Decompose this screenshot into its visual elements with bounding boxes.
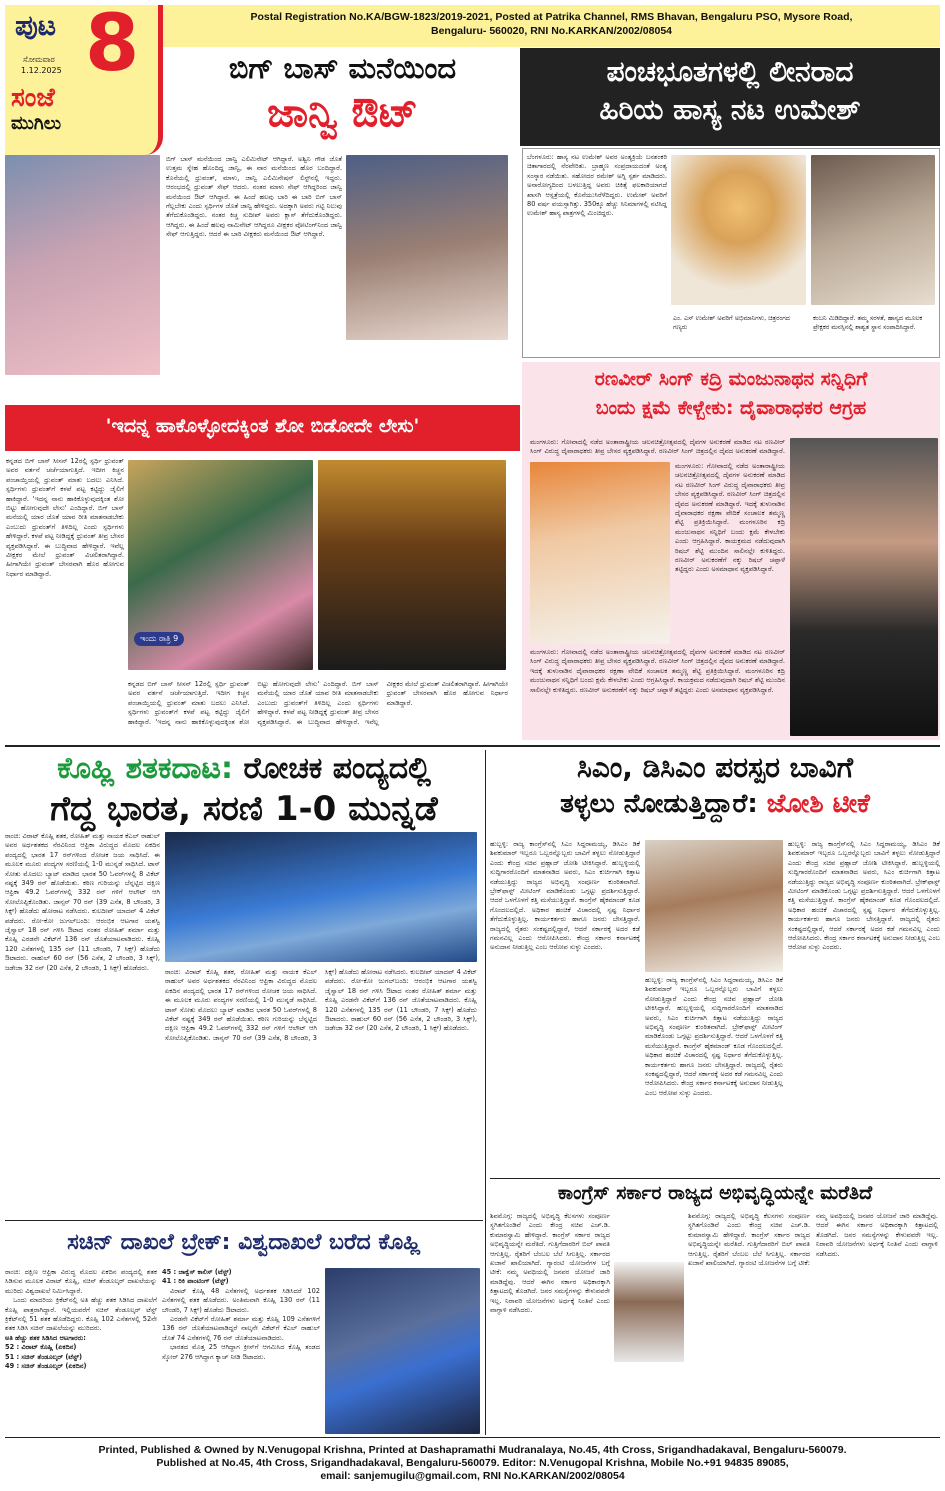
kohli-headline-1 xyxy=(5,752,483,787)
ranveer-body-top: ಮಂಗಳೂರು: ಗೋವಾದಲ್ಲಿ ನಡೆದ ಅಂತಾರಾಷ್ಟ್ರೀಯ ಚಲನಚಿತ್ರೋತ್ಸವದಲ್ಲಿ ದೈವಗಳ ಅನುಕರಣೆ ಮಾಡಿದ ನಟ ರಣವೀರ್ ಸಿಂಗ್ ವಿರುದ್ಧ ದೈವಾರಾಧಕರು ತೀವ್ರ ಬೇಸರ ವ್ಯಕ್ತಪಡಿಸಿದ್ದಾರೆ. ರಣವೀರ್ ಸಿಂಗ್ ಚಿತ್ರದಲ್ಲಿನ ದೈವದ ಅನುಕರಣೆ ಮಾಡಿದ್ದಾರೆ. xyxy=(530,438,785,456)
joshi-headline-2 xyxy=(490,790,940,820)
joshi-headline-1: ಸಿಎಂ, ಡಿಸಿಎಂ ಪರಸ್ಪರ ಬಾವಿಗೆ xyxy=(577,751,853,784)
ranveer-article xyxy=(522,438,940,740)
sachin-list-item: 51 : ಸಚಿನ್ ತೆಂಡೂಲ್ಕರ್ (ಟೆಸ್ಟ್) xyxy=(5,1352,83,1361)
sachin-para2: ಒಂದು ಮಾದರಿಯ ಕ್ರಿಕೆಟ್‌ನಲ್ಲಿ ಅತಿ ಹೆಚ್ಚು ಶತಕ ಸಿಡಿಸಿದ ದಾಖಲೆಗೆ ಕೊಹ್ಲಿ ಪಾತ್ರರಾಗಿದ್ದಾರೆ. ಇಲ್ಲಿಯವರೆಗೆ ಸಚಿನ್ ತೆಂಡೂಲ್ಕರ್ ಟೆಸ್ಟ್ ಕ್ರಿಕೆಟ್‌ನಲ್ಲಿ 51 ಶತಕ ಹೊಡೆದಿದ್ದರು. ಕೊಹ್ಲಿ 102 ಎಸೆತಗಳಲ್ಲಿ 52ನೇ ಶತಕ ಸಿಡಿಸಿ ಸಚಿನ್ ದಾಖಲೆಯನ್ನು ಮುರಿದರು. xyxy=(5,1296,157,1333)
show-body-bottom: ಕನ್ನಡದ ಬಿಗ್ ಬಾಸ್ ಸೀಸನ್ 12ರಲ್ಲಿ ಸ್ಪರ್ಧಿ ಧ್ರುವಂತ್ ಅವರ ವರ್ತನೆ ಚರ್ಚೆಯಾಗುತ್ತಿದೆ. ಇದೀಗ ಕಿಚ್ಚನ ಪಂಚಾಯ್ತಿಯಲ್ಲಿ ಧ್ರುವಂತ್ ಮಾತು ಬದಲು ಎನಿಸಿದೆ. ಸ್ಪರ್ಧಿಗಳು ಧ್ರುವಂತ್‌ಗೆ ಕಳಪೆ ಪಟ್ಟ ಕಟ್ಟಿದ್ದು ಜೈಲಿಗೆ ಹಾಕಿದ್ದಾರೆ. 'ಇದನ್ನ ನಾನು ಹಾಕಿಕೊಳ್ಳುವುದಕ್ಕಿಂತ ಶೋ ಬಿಟ್ಟು ಹೋಗುವುದೇ ಲೇಸು' ಎಂದಿದ್ದಾರೆ. ಬಿಗ್ ಬಾಸ್ ಮನೆಯಲ್ಲಿ ಯಾರ ಜೊತೆ ಯಾವ ರೀತಿ ಮಾತನಾಡಬೇಕು ಎಂಬುದು ಧ್ರುವಂತ್‌ಗೆ ತಿಳಿದಿಲ್ಲ ಎಂದು ಸ್ಪರ್ಧಿಗಳು ಹೇಳಿದ್ದಾರೆ. ಕಳಪೆ ಪಟ್ಟ ನೀಡಿದ್ದಕ್ಕೆ ಧ್ರುವಂತ್ ತೀವ್ರ ಬೇಸರ ವ್ಯಕ್ತಪಡಿಸಿದ್ದಾರೆ. ಈ ಬುದ್ಧಿವಾದ ಹೇಳಿದ್ದಾರೆ. ಇವೆಲ್ಲ ವೀಕ್ಷಕರ ಮೇಲೆ ಧ್ರುವಂತ್ ವಿಚಲಿತರಾಗಿದ್ದಾರೆ. ಹೀಗಾಗಿಯೇ ಧ್ರುವಂತ್ ಬೇಸರವಾಗಿ ಹೊರ ಹೋಗುವ ನಿರ್ಧಾರ ಮಾಡಿದ್ದಾರೆ. xyxy=(128,680,508,726)
footer-line-2: Published at No.45, 4th Cross, Srigandhadakaval, Bengaluru-560079. Editor: N.Venugopal Krishna, Mobile No.+91 94835 89085, xyxy=(156,1457,789,1469)
sachin-col2 xyxy=(162,1268,320,1436)
ranveer-body-side: ಮಂಗಳೂರು: ಗೋವಾದಲ್ಲಿ ನಡೆದ ಅಂತಾರಾಷ್ಟ್ರೀಯ ಚಲನಚಿತ್ರೋತ್ಸವದಲ್ಲಿ ದೈವಗಳ ಅನುಕರಣೆ ಮಾಡಿದ ನಟ ರಣವೀರ್ ಸಿಂಗ್ ವಿರುದ್ಧ ದೈವಾರಾಧಕರು ತೀವ್ರ ಬೇಸರ ವ್ಯಕ್ತಪಡಿಸಿದ್ದಾರೆ. ರಣವೀರ್ ಸಿಂಗ್ ಚಿತ್ರದಲ್ಲಿನ ದೈವದ ಅನುಕರಣೆ ಮಾಡಿದ್ದಾರೆ. ಇದಕ್ಕೆ ತುಳುನಾಡಿನ ದೈವಾರಾಧಕರ ರಕ್ಷಣಾ ವೇದಿಕೆ ಸಂಚಾಲಕ ತಮ್ಮಣ್ಣ ಶೆಟ್ಟಿ ಪ್ರತಿಕ್ರಿಯಿಸಿದ್ದಾರೆ. ಮಂಗಳೂರಿನ ಕದ್ರಿ ಮಂಜುನಾಥನ ಸನ್ನಿಧಿಗೆ ಬಂದು ಕ್ಷಮೆ ಕೇಳಬೇಕು ಎಂದು ಆಗ್ರಹಿಸಿದ್ದಾರೆ. ಕಾಯಕ್ರಮದ ನಡೆದುವುದಾಗಿ ರಿಷಬ್ ಶೆಟ್ಟಿ ಮುಂದಿನ ಸಾಲಿನಲ್ಲೇ ಕುಳಿತಿದ್ದರು. ರಣವೀರ್ ಅನುಕರಣೆಗೆ ನಕ್ಕು ರಿಷಬ್ ಚಪ್ಪಾಳೆ ತಟ್ಟಿದ್ದರು ಎಂದು ಅಸಮಾಧಾನ ವ್ಯಕ್ತಪಡಿಸಿದ್ದಾರೆ. xyxy=(675,462,785,574)
day: ಸೋಮವಾರ xyxy=(23,55,55,64)
show-body-col: ಕನ್ನಡದ ಬಿಗ್ ಬಾಸ್ ಸೀಸನ್ 12ರಲ್ಲಿ ಸ್ಪರ್ಧಿ ಧ್ರುವಂತ್ ಅವರ ವರ್ತನೆ ಚರ್ಚೆಯಾಗುತ್ತಿದೆ. ಇದೀಗ ಕಿಚ್ಚನ ಪಂಚಾಯ್ತಿಯಲ್ಲಿ ಧ್ರುವಂತ್ ಮಾತು ಬದಲು ಎನಿಸಿದೆ. ಸ್ಪರ್ಧಿಗಳು ಧ್ರುವಂತ್‌ಗೆ ಕಳಪೆ ಪಟ್ಟ ಕಟ್ಟಿದ್ದು ಜೈಲಿಗೆ ಹಾಕಿದ್ದಾರೆ. 'ಇದನ್ನ ನಾನು ಹಾಕಿಕೊಳ್ಳುವುದಕ್ಕಿಂತ ಶೋ ಬಿಟ್ಟು ಹೋಗುವುದೇ ಲೇಸು' ಎಂದಿದ್ದಾರೆ. ಬಿಗ್ ಬಾಸ್ ಮನೆಯಲ್ಲಿ ಯಾರ ಜೊತೆ ಯಾವ ರೀತಿ ಮಾತನಾಡಬೇಕು ಎಂಬುದು ಧ್ರುವಂತ್‌ಗೆ ತಿಳಿದಿಲ್ಲ ಎಂದು ಸ್ಪರ್ಧಿಗಳು ಹೇಳಿದ್ದಾರೆ. ಕಳಪೆ ಪಟ್ಟ ನೀಡಿದ್ದಕ್ಕೆ ಧ್ರುವಂತ್ ತೀವ್ರ ಬೇಸರ ವ್ಯಕ್ತಪಡಿಸಿದ್ದಾರೆ. ಈ ಬುದ್ಧಿವಾದ ಹೇಳಿದ್ದಾರೆ. ಇವೆಲ್ಲ ವೀಕ್ಷಕರ ಮೇಲೆ ಧ್ರುವಂತ್ ವಿಚಲಿತರಾಗಿದ್ದಾರೆ. ಹೀಗಾಗಿಯೇ ಧ್ರುವಂತ್ ಬೇಸರವಾಗಿ ಹೊರ ಹೋಗುವ ನಿರ್ಧಾರ ಮಾಡಿದ್ದಾರೆ. xyxy=(6,457,124,578)
sachin-col1 xyxy=(5,1268,157,1436)
protester-photo xyxy=(530,462,670,644)
postal-band xyxy=(163,5,940,47)
sachin-intro: ರಾಂಚಿ: ದಕ್ಷಿಣ ಆಫ್ರಿಕಾ ವಿರುದ್ಧ ಮೊದಲ ಏಕದಿನ ಪಂದ್ಯದಲ್ಲಿ ಶತಕ ಸಿಡಿಸುವ ಮೂಲಕ ವಿರಾಟ್ ಕೊಹ್ಲಿ, ಸಚಿನ್ ತೆಂಡೂಲ್ಕರ್ ದಾಖಲೆಯನ್ನು ಮುರಿದು ವಿಶ್ವದಾಖಲೆ ನಿರ್ಮಿಸಿದ್ದಾರೆ. xyxy=(5,1268,157,1295)
bigboss-headline-2: ಜಾನ್ವಿ ಔಟ್ xyxy=(267,90,418,136)
congress-body-col1: ಶಿವಮೊಗ್ಗ: ರಾಜ್ಯದಲ್ಲಿ ಅಭಿವೃದ್ಧಿ ಕೆಲಸಗಳು ಸಂಪೂರ್ಣ ಸ್ಥಗಿತಗೊಂಡಿವೆ ಎಂದು ಕೇಂದ್ರ ಸಚಿವ ಎಚ್.ಡಿ. ಕುಮಾರಸ್ವಾಮಿ ಹೇಳಿದ್ದಾರೆ. ಕಾಂಗ್ರೆಸ್ ಸರ್ಕಾರ ರಾಜ್ಯದ ಅಭಿವೃದ್ಧಿಯನ್ನೇ ಮರೆತಿದೆ. ಗುತ್ತಿಗೆದಾರರಿಗೆ ಬಿಲ್ ಪಾವತಿ ಆಗುತ್ತಿಲ್ಲ. ರೈತರಿಗೆ ಬೆಂಬಲ ಬೆಲೆ ಸಿಗುತ್ತಿಲ್ಲ. ಸರ್ಕಾರದ ಖಜಾನೆ ಖಾಲಿಯಾಗಿದೆ. ಗ್ಯಾರಂಟಿ ಯೋಜನೆಗಳ ಬಗ್ಗೆ ಟೀಕೆ: ನಮ್ಮ ಅವಧಿಯಲ್ಲಿ ಜನಪರ ಯೋಜನೆ ಜಾರಿ ಮಾಡಿದ್ದೆವು. ಆದರೆ ಈಗಿನ ಸರ್ಕಾರ ಅಧಿಕಾರಕ್ಕಾಗಿ ಕಿತ್ತಾಟದಲ್ಲಿ ತೊಡಗಿದೆ. ಜನರ ಸಮಸ್ಯೆಗಳನ್ನು ಕೇಳುವವರೇ ಇಲ್ಲ. ನಿರಾವರಿ ಯೋಜನೆಗಳು ಅರ್ಧಕ್ಕೆ ನಿಂತಿವೆ ಎಂದು ವಾಗ್ದಾಳಿ ನಡೆಸಿದರು. xyxy=(490,1212,610,1315)
kohli-body-cols: ರಾಂಚಿ: ವಿರಾಟ್ ಕೊಹ್ಲಿ ಶತಕ, ರೋಹಿತ್ ಮತ್ತು ನಾಯಕ ಕೆಎಲ್ ರಾಹುಲ್ ಅವರ ಅರ್ಧಶತಕದ ನೆರವಿನಿಂದ ಆಫ್ರಿಕಾ ವಿರುದ್ಧದ ಮೊದಲ ಏಕದಿನ ಪಂದ್ಯದಲ್ಲಿ ಭಾರತ 17 ರನ್‌ಗಳಿಂದ ರೋಚಕ ಜಯ ಸಾಧಿಸಿದೆ. ಈ ಮೂಲಕ ಮೂರು ಪಂದ್ಯಗಳ ಸರಣಿಯಲ್ಲಿ 1-0 ಮುನ್ನಡೆ ಸಾಧಿಸಿದೆ. ಟಾಸ್ ಸೋತು ಮೊದಲು ಬ್ಯಾಟ್ ಮಾಡಿದ ಭಾರತ 50 ಓವರ್‌ಗಳಲ್ಲಿ 8 ವಿಕೆಟ್ ನಷ್ಟಕ್ಕೆ 349 ರನ್ ಹೊಡೆಯಿತು. ಕಠಿಣ ಗುರಿಯನ್ನು ಬೆನ್ನಟ್ಟಿದ ದಕ್ಷಿಣ ಆಫ್ರಿಕಾ 49.2 ಓವರ್‌ಗಳಲ್ಲಿ 332 ರನ್ ಗಳಿಗೆ ಆಲೌಟ್ ಆಗಿ ಸೋಲೊಪ್ಪಿಕೊಂಡಿತು. ಜಾನ್ಸನ್ 70 ರನ್ (39 ಎಸೆತ, 8 ಬೌಂಡರಿ, 3 ಸಿಕ್ಸ್) ಹೊಡೆದು ಹೋರಾಟ ನಡೆಸಿದರು. ಕುಲದೀಪ್ ಯಾದವ್ 4 ವಿಕೆಟ್ ಪಡೆದರು. ರೋ-ಕೋ ಜುಗಲ್‌ಬಂದಿ: ಆರಂಭಿಕ ಆಟಗಾರ ಯಶಸ್ವಿ ಜೈಸ್ವಾಲ್ 18 ರನ್ ಗಳಿಸಿ ಔಟಾದ ನಂತರ ರೋಹಿತ್ ಶರ್ಮಾ ಮತ್ತು ಕೊಹ್ಲಿ ಎರಡನೇ ವಿಕೆಟ್‌ಗೆ 136 ರನ್ ಜೊತೆಯಾಟವಾಡಿದರು. ಕೊಹ್ಲಿ 120 ಎಸೆತಗಳಲ್ಲಿ 135 ರನ್ (11 ಬೌಂಡರಿ, 7 ಸಿಕ್ಸ್) ಹೊಡೆದು ಔಟಾದರು. ರಾಹುಲ್ 60 ರನ್ (56 ಎಸೆತ, 2 ಬೌಂಡರಿ, 3 ಸಿಕ್ಸ್), ಜಡೇಜಾ 32 ರನ್ (20 ಎಸೆತ, 2 ಬೌಂಡರಿ, 1 ಸಿಕ್ಸ್) ಹೊಡೆದರು. xyxy=(165,968,477,1042)
joshi-body-col1: ಹುಬ್ಬಳ್ಳಿ: ರಾಜ್ಯ ಕಾಂಗ್ರೆಸ್‌ನಲ್ಲಿ ಸಿಎಂ ಸಿದ್ದರಾಮಯ್ಯ, ಡಿಸಿಎಂ ಡಿಕೆ ಶಿವಕುಮಾರ್ ಇಬ್ಬರೂ ಒಬ್ಬರನ್ನೊಬ್ಬರು ಬಾವಿಗೆ ತಳ್ಳಲು ನೋಡುತ್ತಿದ್ದಾರೆ ಎಂದು ಕೇಂದ್ರ ಸಚಿವ ಪ್ರಹ್ಲಾದ್ ಜೋಶಿ ಟೀಕಿಸಿದ್ದಾರೆ. ಹುಬ್ಬಳ್ಳಿಯಲ್ಲಿ ಸುದ್ದಿಗಾರರೊಂದಿಗೆ ಮಾತನಾಡಿದ ಅವರು, ಸಿಎಂ ಕುರ್ಚಿಗಾಗಿ ಕಿತ್ತಾಟ ನಡೆಯುತ್ತಿದ್ದು ರಾಜ್ಯದ ಅಭಿವೃದ್ಧಿ ಸಂಪೂರ್ಣ ಕುಂಠಿತವಾಗಿದೆ. ಬ್ರೇಕ್‌ಫಾಸ್ಟ್ ಮೀಟಿಂಗ್ ಮಾಡಿಕೊಂಡು ಒಗ್ಗಟ್ಟು ಪ್ರದರ್ಶಿಸುತ್ತಿದ್ದಾರೆ. ಆದರೆ ಒಳಗೊಳಗೆ ಕತ್ತಿ ಮಸೆಯುತ್ತಿದ್ದಾರೆ. ಕಾಂಗ್ರೆಸ್ ಹೈಕಮಾಂಡ್ ಕೂಡ ಗೊಂದಲದಲ್ಲಿದೆ. ಅಧಿಕಾರ ಹಂಚಿಕೆ ವಿಚಾರದಲ್ಲಿ ಸ್ಪಷ್ಟ ನಿರ್ಧಾರ ತೆಗೆದುಕೊಳ್ಳುತ್ತಿಲ್ಲ. ಕಾರ್ಯಕರ್ತರು ಹಾಗೂ ಜನರು ಬೇಸತ್ತಿದ್ದಾರೆ. ರಾಜ್ಯದಲ್ಲಿ ರೈತರು ಸಂಕಷ್ಟದಲ್ಲಿದ್ದಾರೆ, ಆದರೆ ಸರ್ಕಾರಕ್ಕೆ ಅದರ ಕಡೆ ಗಮನವಿಲ್ಲ ಎಂದು ಆರೋಪಿಸಿದರು. ಕೇಂದ್ರ ಸರ್ಕಾರ ಕರ್ನಾಟಕಕ್ಕೆ ಅನುದಾನ ನೀಡುತ್ತಿಲ್ಲ ಎಂಬ ಆರೋಪ ಸುಳ್ಳು ಎಂದರು. xyxy=(490,840,640,952)
kohli-celebration-photo xyxy=(325,1268,480,1434)
paper-name-1: ಸಂಜೆ xyxy=(11,83,55,113)
joshi-headline-rest: ತಳ್ಳಲು ನೋಡುತ್ತಿದ್ದಾರೆ: xyxy=(560,789,758,819)
kohli-body-col1: ರಾಂಚಿ: ವಿರಾಟ್ ಕೊಹ್ಲಿ ಶತಕ, ರೋಹಿತ್ ಮತ್ತು ನಾಯಕ ಕೆಎಲ್ ರಾಹುಲ್ ಅವರ ಅರ್ಧಶತಕದ ನೆರವಿನಿಂದ ಆಫ್ರಿಕಾ ವಿರುದ್ಧದ ಮೊದಲ ಏಕದಿನ ಪಂದ್ಯದಲ್ಲಿ ಭಾರತ 17 ರನ್‌ಗಳಿಂದ ರೋಚಕ ಜಯ ಸಾಧಿಸಿದೆ. ಈ ಮೂಲಕ ಮೂರು ಪಂದ್ಯಗಳ ಸರಣಿಯಲ್ಲಿ 1-0 ಮುನ್ನಡೆ ಸಾಧಿಸಿದೆ. ಟಾಸ್ ಸೋತು ಮೊದಲು ಬ್ಯಾಟ್ ಮಾಡಿದ ಭಾರತ 50 ಓವರ್‌ಗಳಲ್ಲಿ 8 ವಿಕೆಟ್ ನಷ್ಟಕ್ಕೆ 349 ರನ್ ಹೊಡೆಯಿತು. ಕಠಿಣ ಗುರಿಯನ್ನು ಬೆನ್ನಟ್ಟಿದ ದಕ್ಷಿಣ ಆಫ್ರಿಕಾ 49.2 ಓವರ್‌ಗಳಲ್ಲಿ 332 ರನ್ ಗಳಿಗೆ ಆಲೌಟ್ ಆಗಿ ಸೋಲೊಪ್ಪಿಕೊಂಡಿತು. ಜಾನ್ಸನ್ 70 ರನ್ (39 ಎಸೆತ, 8 ಬೌಂಡರಿ, 3 ಸಿಕ್ಸ್) ಹೊಡೆದು ಹೋರಾಟ ನಡೆಸಿದರು. ಕುಲದೀಪ್ ಯಾದವ್ 4 ವಿಕೆಟ್ ಪಡೆದರು. ರೋ-ಕೋ ಜುಗಲ್‌ಬಂದಿ: ಆರಂಭಿಕ ಆಟಗಾರ ಯಶಸ್ವಿ ಜೈಸ್ವಾಲ್ 18 ರನ್ ಗಳಿಸಿ ಔಟಾದ ನಂತರ ರೋಹಿತ್ ಶರ್ಮಾ ಮತ್ತು ಕೊಹ್ಲಿ ಎರಡನೇ ವಿಕೆಟ್‌ಗೆ 136 ರನ್ ಜೊತೆಯಾಟವಾಡಿದರು. ಕೊಹ್ಲಿ 120 ಎಸೆತಗಳಲ್ಲಿ 135 ರನ್ (11 ಬೌಂಡರಿ, 7 ಸಿಕ್ಸ್) ಹೊಡೆದು ಔಟಾದರು. ರಾಹುಲ್ 60 ರನ್ (56 ಎಸೆತ, 2 ಬೌಂಡರಿ, 3 ಸಿಕ್ಸ್), ಜಡೇಜಾ 32 ರನ್ (20 ಎಸೆತ, 2 ಬೌಂಡರಿ, 1 ಸಿಕ್ಸ್) ಹೊಡೆದರು. xyxy=(5,832,160,972)
joshi-body-col3: ಹುಬ್ಬಳ್ಳಿ: ರಾಜ್ಯ ಕಾಂಗ್ರೆಸ್‌ನಲ್ಲಿ ಸಿಎಂ ಸಿದ್ದರಾಮಯ್ಯ, ಡಿಸಿಎಂ ಡಿಕೆ ಶಿವಕುಮಾರ್ ಇಬ್ಬರೂ ಒಬ್ಬರನ್ನೊಬ್ಬರು ಬಾವಿಗೆ ತಳ್ಳಲು ನೋಡುತ್ತಿದ್ದಾರೆ ಎಂದು ಕೇಂದ್ರ ಸಚಿವ ಪ್ರಹ್ಲಾದ್ ಜೋಶಿ ಟೀಕಿಸಿದ್ದಾರೆ. ಹುಬ್ಬಳ್ಳಿಯಲ್ಲಿ ಸುದ್ದಿಗಾರರೊಂದಿಗೆ ಮಾತನಾಡಿದ ಅವರು, ಸಿಎಂ ಕುರ್ಚಿಗಾಗಿ ಕಿತ್ತಾಟ ನಡೆಯುತ್ತಿದ್ದು ರಾಜ್ಯದ ಅಭಿವೃದ್ಧಿ ಸಂಪೂರ್ಣ ಕುಂಠಿತವಾಗಿದೆ. ಬ್ರೇಕ್‌ಫಾಸ್ಟ್ ಮೀಟಿಂಗ್ ಮಾಡಿಕೊಂಡು ಒಗ್ಗಟ್ಟು ಪ್ರದರ್ಶಿಸುತ್ತಿದ್ದಾರೆ. ಆದರೆ ಒಳಗೊಳಗೆ ಕತ್ತಿ ಮಸೆಯುತ್ತಿದ್ದಾರೆ. ಕಾಂಗ್ರೆಸ್ ಹೈಕಮಾಂಡ್ ಕೂಡ ಗೊಂದಲದಲ್ಲಿದೆ. ಅಧಿಕಾರ ಹಂಚಿಕೆ ವಿಚಾರದಲ್ಲಿ ಸ್ಪಷ್ಟ ನಿರ್ಧಾರ ತೆಗೆದುಕೊಳ್ಳುತ್ತಿಲ್ಲ. ಕಾರ್ಯಕರ್ತರು ಹಾಗೂ ಜನರು ಬೇಸತ್ತಿದ್ದಾರೆ. ರಾಜ್ಯದಲ್ಲಿ ರೈತರು ಸಂಕಷ್ಟದಲ್ಲಿದ್ದಾರೆ, ಆದರೆ ಸರ್ಕಾರಕ್ಕೆ ಅದರ ಕಡೆ ಗಮನವಿಲ್ಲ ಎಂದು ಆರೋಪಿಸಿದರು. ಕೇಂದ್ರ ಸರ್ಕಾರ ಕರ್ನಾಟಕಕ್ಕೆ ಅನುದಾನ ನೀಡುತ್ತಿಲ್ಲ ಎಂಬ ಆರೋಪ ಸುಳ್ಳು ಎಂದರು. xyxy=(788,840,940,952)
funeral-photo xyxy=(811,155,935,305)
kohli-headline-2: ಗೆದ್ದ ಭಾರತ, ಸರಣಿ 1-0 ಮುನ್ನಡೆ xyxy=(50,789,438,829)
ranveer-headline-box xyxy=(522,362,940,438)
section-divider xyxy=(5,745,940,747)
janvi-photo-1 xyxy=(5,155,160,375)
joshi-headline-accent: ಜೋಶಿ ಟೀಕೆ xyxy=(766,789,870,819)
sachin-list-item: 52 : ವಿರಾಟ್ ಕೊಹ್ಲಿ (ಏಕದಿನ) xyxy=(5,1343,77,1352)
sachin-list-item: 49 : ಸಚಿನ್ ತೆಂಡೂಲ್ಕರ್ (ಏಕದಿನ) xyxy=(5,1362,87,1371)
umesh-caption-2: ಕಂಬನಿ ಮಿಡಿದಿದ್ದಾರೆ. ತಮ್ಮ ಸರಳತೆ, ಹಾಸ್ಯದ ಮೂಲಕ ಪ್ರೇಕ್ಷಕರ ಮನಸ್ಸಿನಲ್ಲಿ ಶಾಶ್ವತ ಸ್ಥಾನ ಸಂಪಾದಿಸಿದ್ದಾರೆ. xyxy=(813,314,923,331)
umesh-body: ಬೆಂಗಳೂರು: ಹಾಸ್ಯ ನಟ ಉಮೇಶ್ ಅವರ ಅಂತ್ಯಕ್ರಿಯೆ ಬನಶಂಕರಿ ಚಿತಾಗಾರದಲ್ಲಿ ನೆರವೇರಿತು. ಬ್ರಾಹ್ಮಣ ಸಂಪ್ರದಾಯದಂತೆ ಅಂತ್ಯ ಸಂಸ್ಕಾರ ನಡೆಯಿತು. ಸಹೋದರ ರಮೇಶ್ ಅಗ್ನಿ ಸ್ಪರ್ಶ ಮಾಡಿದರು. ಅನಾರೋಗ್ಯದಿಂದ ಬಳಲುತ್ತಿದ್ದ ಅವರು ಚಿಕಿತ್ಸೆ ಫಲಕಾರಿಯಾಗದೆ ಖಾಸಗಿ ಆಸ್ಪತ್ರೆಯಲ್ಲಿ ಕೊನೆಯುಸಿರೆಳೆದಿದ್ದರು. ಉಮೇಶ್ ಅವರಿಗೆ 80 ವರ್ಷ ವಯಸ್ಸಾಗಿತ್ತು. 350ಕ್ಕೂ ಹೆಚ್ಚು ಸಿನಿಮಾಗಳಲ್ಲಿ ನಟಿಸಿದ್ದ ಉಮೇಶ್ ಹಾಸ್ಯ ಪಾತ್ರಗಳಲ್ಲಿ ಮಿಂಚಿದ್ದರು. xyxy=(527,153,667,218)
show-headline-box xyxy=(5,405,520,451)
sachin-headline: ಸಚಿನ್ ದಾಖಲೆ ಬ್ರೇಕ್: ವಿಶ್ವದಾಖಲೆ ಬರೆದ ಕೊಹ್ಲಿ xyxy=(67,1230,421,1255)
ranveer-photo xyxy=(790,438,938,736)
column-divider xyxy=(485,750,486,1435)
joshi-body-col2: ಹುಬ್ಬಳ್ಳಿ: ರಾಜ್ಯ ಕಾಂಗ್ರೆಸ್‌ನಲ್ಲಿ ಸಿಎಂ ಸಿದ್ದರಾಮಯ್ಯ, ಡಿಸಿಎಂ ಡಿಕೆ ಶಿವಕುಮಾರ್ ಇಬ್ಬರೂ ಒಬ್ಬರನ್ನೊಬ್ಬರು ಬಾವಿಗೆ ತಳ್ಳಲು ನೋಡುತ್ತಿದ್ದಾರೆ ಎಂದು ಕೇಂದ್ರ ಸಚಿವ ಪ್ರಹ್ಲಾದ್ ಜೋಶಿ ಟೀಕಿಸಿದ್ದಾರೆ. ಹುಬ್ಬಳ್ಳಿಯಲ್ಲಿ ಸುದ್ದಿಗಾರರೊಂದಿಗೆ ಮಾತನಾಡಿದ ಅವರು, ಸಿಎಂ ಕುರ್ಚಿಗಾಗಿ ಕಿತ್ತಾಟ ನಡೆಯುತ್ತಿದ್ದು ರಾಜ್ಯದ ಅಭಿವೃದ್ಧಿ ಸಂಪೂರ್ಣ ಕುಂಠಿತವಾಗಿದೆ. ಬ್ರೇಕ್‌ಫಾಸ್ಟ್ ಮೀಟಿಂಗ್ ಮಾಡಿಕೊಂಡು ಒಗ್ಗಟ್ಟು ಪ್ರದರ್ಶಿಸುತ್ತಿದ್ದಾರೆ. ಆದರೆ ಒಳಗೊಳಗೆ ಕತ್ತಿ ಮಸೆಯುತ್ತಿದ್ದಾರೆ. ಕಾಂಗ್ರೆಸ್ ಹೈಕಮಾಂಡ್ ಕೂಡ ಗೊಂದಲದಲ್ಲಿದೆ. ಅಧಿಕಾರ ಹಂಚಿಕೆ ವಿಚಾರದಲ್ಲಿ ಸ್ಪಷ್ಟ ನಿರ್ಧಾರ ತೆಗೆದುಕೊಳ್ಳುತ್ತಿಲ್ಲ. ಕಾರ್ಯಕರ್ತರು ಹಾಗೂ ಜನರು ಬೇಸತ್ತಿದ್ದಾರೆ. ರಾಜ್ಯದಲ್ಲಿ ರೈತರು ಸಂಕಷ್ಟದಲ್ಲಿದ್ದಾರೆ, ಆದರೆ ಸರ್ಕಾರಕ್ಕೆ ಅದರ ಕಡೆ ಗಮನವಿಲ್ಲ ಎಂದು ಆರೋಪಿಸಿದರು. ಕೇಂದ್ರ ಸರ್ಕಾರ ಕರ್ನಾಟಕಕ್ಕೆ ಅನುದಾನ ನೀಡುತ್ತಿಲ್ಲ ಎಂಬ ಆರೋಪ ಸುಳ್ಳು ಎಂದರು. xyxy=(645,976,783,1097)
page-label: ಪುಟ xyxy=(15,9,57,42)
ranveer-headline-1: ರಣವೀರ್ ಸಿಂಗ್ ಕದ್ರಿ ಮಂಜುನಾಥನ ಸನ್ನಿಧಿಗೆ xyxy=(594,368,868,390)
postal-line-1: Postal Registration No.KA/BGW-1823/2019-2021, Posted at Patrika Channel, RMS Bhavan, Bengaluru PSO, Mysore Road, xyxy=(250,11,853,23)
sachin-para3: ವಿರಾಟ್ ಕೊಹ್ಲಿ 48 ಎಸೆತಗಳಲ್ಲಿ ಅರ್ಧಶತಕ ಸಿಡಿಸಿದರೆ 102 ಎಸೆತಗಳಲ್ಲಿ ಶತಕ ಹೊಡೆದರು. ಅಂತಿಮವಾಗಿ ಕೊಹ್ಲಿ 130 ರನ್ (11 ಬೌಂಡರಿ, 7 ಸಿಕ್ಸ್) ಹೊಡೆದು ಔಟಾದರು. xyxy=(162,1286,320,1314)
kohli-headline-accent: ಕೊಹ್ಲಿ ಶತಕದಾಟ: xyxy=(57,751,234,786)
footer-line-1: Printed, Published & Owned by N.Venugopal Krishna, Printed at Dashapramathi Mudranalaya, No.45, 4th Cross, Srigandhadakaval, Bengaluru-560079. xyxy=(98,1444,847,1456)
masthead xyxy=(5,0,163,155)
divider-sachin xyxy=(5,1220,483,1221)
sudeep-photo xyxy=(318,460,506,670)
page-number: 8 xyxy=(85,0,140,89)
show-time-badge: ಇಂದು ರಾತ್ರಿ 9 xyxy=(134,632,184,646)
sachin-para4: ಎರಡನೇ ವಿಕೆಟ್‌ಗೆ ರೋಹಿತ್ ಶರ್ಮಾ ಮತ್ತು ಕೊಹ್ಲಿ 109 ಎಸೆತಗಳಿಗೆ 136 ರನ್ ಜೊತೆಯಾಟವಾಡಿದ್ದರೆ ನಾಲ್ಕನೇ ವಿಕೆಟ್‌ಗೆ ಕೆಎಲ್ ರಾಹುಲ್ ಜೊತೆ 74 ಎಸೆತಗಳಲ್ಲಿ 76 ರನ್ ಜೊತೆಯಾಟವಾಡಿದರು. xyxy=(162,1315,320,1342)
umesh-headline-2: ಹಿರಿಯ ಹಾಸ್ಯ ನಟ ಉಮೇಶ್ xyxy=(599,93,861,127)
sachin-list-item: 45 : ಜಾಕ್ವೆಸ್ ಕಾಲಿಸ್ (ಟೆಸ್ಟ್) xyxy=(162,1268,232,1276)
umesh-headline-box xyxy=(520,48,940,146)
bigboss-body: ಬಿಗ್ ಬಾಸ್ ಮನೆಯಿಂದ ಜಾನ್ವಿ ಎಲಿಮಿನೇಟ್ ಆಗಿದ್ದಾರೆ. ಅಶ್ವಿನಿ ಗೌಡ ಜೊತೆ ಉತ್ತಮ ಸ್ನೇಹ ಹೊಂದಿದ್ದ ಜಾನ್ವಿ, ಈ ವಾರ ಮನೆಯಿಂದ ಹೊರ ಬಂದಿದ್ದಾರೆ. ಕೊನೆಯಲ್ಲಿ ಧ್ರುವಂತ್, ಮಾಳು, ಜಾನ್ವಿ ಎಲಿಮಿನೇಷನ್ ಲಿಸ್ಟ್‌ನಲ್ಲಿ ಇದ್ದರು. ಆರಂಭದಲ್ಲಿ ಧ್ರುವಂತ್ ಸೇಫ್ ಆದರು. ನಂತರ ಮಾಳು ಸೇಫ್ ಆಗಿದ್ದರಿಂದ ಜಾನ್ವಿ ಮನೆಯಿಂದ ಔಟ್ ಆಗಿದ್ದಾರೆ. ಈ ಹಿಂದೆ ಹಲವು ಬಾರಿ ಈ ಬಾರಿ ಬಿಗ್ ಬಾಸ್ ಗೆಲ್ಲಬೇಕು ಎಂದು ಸ್ಪರ್ಧಿಗಳ ಜೊತೆ ಜಾನ್ವಿ ಹೇಳಿದ್ದರು. ಅದಕ್ಕಾಗಿ ಅವರು ಗಟ್ಟಿ ನಿಲುವು ತೆಗೆದುಕೊಂಡಿದ್ದರು. ನಂತರ ಕಿಚ್ಚ ಸುದೀಪ್ ಅವರು ಕ್ಲಾಸ್ ತೆಗೆದುಕೊಂಡಿದ್ದರು. ಆಗಿದ್ದರು. ಈ ಹಿಂದೆ ಹಲವು ನಾಮಿನೇಟ್ ಆಗಿದ್ದರೂ ವೀಕ್ಷಕರ ವೋಟಿಂಗ್‌ನಿಂದ ಜಾನ್ವಿ ಸೇಫ್ ಆಗುತ್ತಿದ್ದರು. ಆದರೆ ಈ ಬಾರಿ ವೀಕ್ಷಕರು ಮನೆಯಿಂದ ಔಟ್ ಆಗಿದ್ದಾರೆ. xyxy=(166,155,342,239)
bigboss-headline-1: ಬಿಗ್ ಬಾಸ್ ಮನೆಯಿಂದ xyxy=(228,51,457,85)
joshi-photo xyxy=(645,840,783,972)
show-headline: 'ಇದನ್ನ ಹಾಕೊಳ್ಳೋದಕ್ಕಿಂತ ಶೋ ಬಿಡೋದೇ ಲೇಸು' xyxy=(105,415,420,437)
footer-divider xyxy=(5,1437,940,1438)
footer-line-3: email: sanjemugilu@gmail.com, RNI No.KARKAN/2002/08054 xyxy=(320,1470,625,1482)
date: 1.12.2025 xyxy=(21,66,62,75)
india-team-photo xyxy=(165,832,477,962)
umesh-article xyxy=(522,148,940,358)
umesh-caption-1: ಎಂ. ಎಸ್ ಉಮೇಶ್ ಅವರಿಗೆ ಅಭಿಮಾನಿಗಳು, ಚಿತ್ರರಂಗದ ಗಣ್ಯರು xyxy=(673,314,790,331)
bigboss-contestants-photo xyxy=(128,460,313,670)
kumaraswamy-photo xyxy=(614,1262,684,1362)
janvi-photo-2 xyxy=(346,155,508,340)
sachin-para5: ಭಾರತದ ಮೊತ್ತ 25 ಆಗಿದ್ದಾಗ ಕ್ರೀಸ್‌ಗೆ ಆಗಮಿಸಿದ ಕೊಹ್ಲಿ ತಂಡದ ಸ್ಕೋರ್ 276 ಆಗಿದ್ದಾಗ ಕ್ಯಾಚ್ ನೀಡಿ ಔಟಾದರು. xyxy=(162,1343,320,1361)
footer xyxy=(0,1444,945,1483)
ranveer-body-bottom: ಮಂಗಳೂರು: ಗೋವಾದಲ್ಲಿ ನಡೆದ ಅಂತಾರಾಷ್ಟ್ರೀಯ ಚಲನಚಿತ್ರೋತ್ಸವದಲ್ಲಿ ದೈವಗಳ ಅನುಕರಣೆ ಮಾಡಿದ ನಟ ರಣವೀರ್ ಸಿಂಗ್ ವಿರುದ್ಧ ದೈವಾರಾಧಕರು ತೀವ್ರ ಬೇಸರ ವ್ಯಕ್ತಪಡಿಸಿದ್ದಾರೆ. ರಣವೀರ್ ಸಿಂಗ್ ಚಿತ್ರದಲ್ಲಿನ ದೈವದ ಅನುಕರಣೆ ಮಾಡಿದ್ದಾರೆ. ಇದಕ್ಕೆ ತುಳುನಾಡಿನ ದೈವಾರಾಧಕರ ರಕ್ಷಣಾ ವೇದಿಕೆ ಸಂಚಾಲಕ ತಮ್ಮಣ್ಣ ಶೆಟ್ಟಿ ಪ್ರತಿಕ್ರಿಯಿಸಿದ್ದಾರೆ. ಮಂಗಳೂರಿನ ಕದ್ರಿ ಮಂಜುನಾಥನ ಸನ್ನಿಧಿಗೆ ಬಂದು ಕ್ಷಮೆ ಕೇಳಬೇಕು ಎಂದು ಆಗ್ರಹಿಸಿದ್ದಾರೆ. ಕಾಯಕ್ರಮದ ನಡೆದುವುದಾಗಿ ರಿಷಬ್ ಶೆಟ್ಟಿ ಮುಂದಿನ ಸಾಲಿನಲ್ಲೇ ಕುಳಿತಿದ್ದರು. ರಣವೀರ್ ಅನುಕರಣೆಗೆ ನಕ್ಕು ರಿಷಬ್ ಚಪ್ಪಾಳೆ ತಟ್ಟಿದ್ದರು ಎಂದು ಅಸಮಾಧಾನ ವ್ಯಕ್ತಪಡಿಸಿದ್ದಾರೆ. xyxy=(530,648,785,694)
paper-name-2: ಮುಗಿಲು xyxy=(11,113,62,134)
sachin-list-item: 41 : ರಿಕಿ ಪಾಂಟಿಂಗ್ (ಟೆಸ್ಟ್) xyxy=(162,1277,229,1286)
postal-line-2: Bengaluru- 560020, RNI No.KARKAN/2002/08054 xyxy=(430,25,672,37)
congress-headline: ಕಾಂಗ್ರೆಸ್ ಸರ್ಕಾರ ರಾಜ್ಯದ ಅಭಿವೃದ್ಧಿಯನ್ನೇ ಮರೆತಿದೆ xyxy=(557,1182,873,1204)
divider-congress xyxy=(490,1178,940,1179)
umesh-headline-1: ಪಂಚಭೂತಗಳಲ್ಲಿ ಲೀನರಾದ xyxy=(606,55,854,88)
congress-body-col2: ಶಿವಮೊಗ್ಗ: ರಾಜ್ಯದಲ್ಲಿ ಅಭಿವೃದ್ಧಿ ಕೆಲಸಗಳು ಸಂಪೂರ್ಣ ಸ್ಥಗಿತಗೊಂಡಿವೆ ಎಂದು ಕೇಂದ್ರ ಸಚಿವ ಎಚ್.ಡಿ. ಕುಮಾರಸ್ವಾಮಿ ಹೇಳಿದ್ದಾರೆ. ಕಾಂಗ್ರೆಸ್ ಸರ್ಕಾರ ರಾಜ್ಯದ ಅಭಿವೃದ್ಧಿಯನ್ನೇ ಮರೆತಿದೆ. ಗುತ್ತಿಗೆದಾರರಿಗೆ ಬಿಲ್ ಪಾವತಿ ಆಗುತ್ತಿಲ್ಲ. ರೈತರಿಗೆ ಬೆಂಬಲ ಬೆಲೆ ಸಿಗುತ್ತಿಲ್ಲ. ಸರ್ಕಾರದ ಖಜಾನೆ ಖಾಲಿಯಾಗಿದೆ. ಗ್ಯಾರಂಟಿ ಯೋಜನೆಗಳ ಬಗ್ಗೆ ಟೀಕೆ: ನಮ್ಮ ಅವಧಿಯಲ್ಲಿ ಜನಪರ ಯೋಜನೆ ಜಾರಿ ಮಾಡಿದ್ದೆವು. ಆದರೆ ಈಗಿನ ಸರ್ಕಾರ ಅಧಿಕಾರಕ್ಕಾಗಿ ಕಿತ್ತಾಟದಲ್ಲಿ ತೊಡಗಿದೆ. ಜನರ ಸಮಸ್ಯೆಗಳನ್ನು ಕೇಳುವವರೇ ಇಲ್ಲ. ನಿರಾವರಿ ಯೋಜನೆಗಳು ಅರ್ಧಕ್ಕೆ ನಿಂತಿವೆ ಎಂದು ವಾಗ್ದಾಳಿ ನಡೆಸಿದರು. xyxy=(688,1212,938,1268)
sachin-list-title: ಅತಿ ಹೆಚ್ಚು ಶತಕ ಸಿಡಿಸಿದ ಆಟಗಾರರು: xyxy=(5,1333,86,1342)
kohli-headline-rest: ರೋಚಕ ಪಂದ್ಯದಲ್ಲಿ xyxy=(243,751,431,786)
ranveer-headline-2: ಬಂದು ಕ್ಷಮೆ ಕೇಳ್ಬೇಕು: ದೈವಾರಾಧಕರ ಆಗ್ರಹ xyxy=(595,396,867,419)
umesh-photo xyxy=(671,155,806,305)
